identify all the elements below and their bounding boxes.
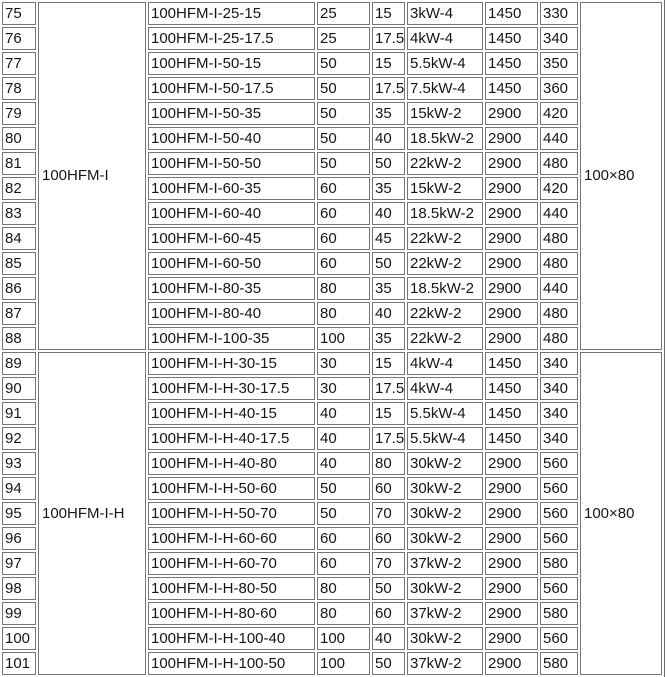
model-cell: 100HFM-I-50-50	[148, 152, 315, 175]
head-cell: 70	[372, 502, 405, 525]
weight-cell: 350	[540, 52, 578, 75]
head-cell: 35	[372, 102, 405, 125]
weight-cell: 340	[540, 402, 578, 425]
row-index-cell: 76	[2, 27, 36, 50]
weight-cell: 440	[540, 127, 578, 150]
power-cell: 18.5kW-2	[407, 277, 483, 300]
speed-cell: 2900	[485, 602, 538, 625]
model-cell: 100HFM-I-H-30-15	[148, 352, 315, 375]
flow-cell: 25	[317, 2, 370, 25]
speed-cell: 1450	[485, 377, 538, 400]
flow-cell: 40	[317, 427, 370, 450]
row-index-cell: 100	[2, 627, 36, 650]
head-cell: 50	[372, 577, 405, 600]
weight-cell: 560	[540, 477, 578, 500]
speed-cell: 2900	[485, 177, 538, 200]
weight-cell: 340	[540, 352, 578, 375]
head-cell: 60	[372, 477, 405, 500]
power-cell: 5.5kW-4	[407, 427, 483, 450]
power-cell: 15kW-2	[407, 102, 483, 125]
speed-cell: 2900	[485, 552, 538, 575]
row-index-cell: 101	[2, 652, 36, 675]
row-index-cell: 97	[2, 552, 36, 575]
model-cell: 100HFM-I-60-50	[148, 252, 315, 275]
weight-cell: 560	[540, 452, 578, 475]
speed-cell: 1450	[485, 352, 538, 375]
flow-cell: 50	[317, 77, 370, 100]
flow-cell: 50	[317, 477, 370, 500]
weight-cell: 330	[540, 2, 578, 25]
series-group-cell: 100HFM-I	[38, 2, 146, 350]
model-cell: 100HFM-I-H-80-60	[148, 602, 315, 625]
speed-cell: 2900	[485, 252, 538, 275]
power-cell: 5.5kW-4	[407, 52, 483, 75]
weight-cell: 340	[540, 27, 578, 50]
weight-cell: 580	[540, 552, 578, 575]
model-cell: 100HFM-I-50-35	[148, 102, 315, 125]
weight-cell: 420	[540, 177, 578, 200]
head-cell: 40	[372, 202, 405, 225]
weight-cell: 440	[540, 202, 578, 225]
weight-cell: 480	[540, 227, 578, 250]
table-row	[2, 2, 662, 25]
speed-cell: 1450	[485, 77, 538, 100]
flow-cell: 60	[317, 227, 370, 250]
speed-cell: 1450	[485, 427, 538, 450]
head-cell: 15	[372, 402, 405, 425]
power-cell: 7.5kW-4	[407, 77, 483, 100]
model-cell: 100HFM-I-60-35	[148, 177, 315, 200]
head-cell: 35	[372, 327, 405, 350]
speed-cell: 2900	[485, 477, 538, 500]
power-cell: 5.5kW-4	[407, 402, 483, 425]
speed-cell: 2900	[485, 327, 538, 350]
model-cell: 100HFM-I-80-35	[148, 277, 315, 300]
speed-cell: 1450	[485, 402, 538, 425]
row-index-cell: 83	[2, 202, 36, 225]
power-cell: 15kW-2	[407, 177, 483, 200]
head-cell: 17.5	[372, 377, 405, 400]
model-cell: 100HFM-I-H-100-40	[148, 627, 315, 650]
flow-cell: 100	[317, 627, 370, 650]
speed-cell: 2900	[485, 102, 538, 125]
power-cell: 30kW-2	[407, 627, 483, 650]
head-cell: 15	[372, 52, 405, 75]
power-cell: 37kW-2	[407, 552, 483, 575]
model-cell: 100HFM-I-80-40	[148, 302, 315, 325]
row-index-cell: 90	[2, 377, 36, 400]
flow-cell: 100	[317, 652, 370, 675]
head-cell: 35	[372, 277, 405, 300]
power-cell: 22kW-2	[407, 227, 483, 250]
head-cell: 40	[372, 302, 405, 325]
power-cell: 22kW-2	[407, 302, 483, 325]
weight-cell: 420	[540, 102, 578, 125]
head-cell: 70	[372, 552, 405, 575]
model-cell: 100HFM-I-60-45	[148, 227, 315, 250]
flow-cell: 40	[317, 402, 370, 425]
power-cell: 22kW-2	[407, 252, 483, 275]
model-cell: 100HFM-I-H-50-60	[148, 477, 315, 500]
table-body	[2, 2, 662, 675]
speed-cell: 2900	[485, 277, 538, 300]
flow-cell: 25	[317, 27, 370, 50]
weight-cell: 440	[540, 277, 578, 300]
table-row	[2, 352, 662, 375]
row-index-cell: 99	[2, 602, 36, 625]
flow-cell: 60	[317, 527, 370, 550]
power-cell: 4kW-4	[407, 377, 483, 400]
weight-cell: 580	[540, 602, 578, 625]
power-cell: 3kW-4	[407, 2, 483, 25]
power-cell: 37kW-2	[407, 652, 483, 675]
outlet-inlet-group-cell: 100×80	[580, 352, 662, 675]
flow-cell: 30	[317, 377, 370, 400]
model-cell: 100HFM-I-H-30-17.5	[148, 377, 315, 400]
row-index-cell: 93	[2, 452, 36, 475]
flow-cell: 50	[317, 102, 370, 125]
row-index-cell: 84	[2, 227, 36, 250]
model-cell: 100HFM-I-H-60-70	[148, 552, 315, 575]
model-cell: 100HFM-I-25-15	[148, 2, 315, 25]
row-index-cell: 85	[2, 252, 36, 275]
speed-cell: 1450	[485, 2, 538, 25]
weight-cell: 580	[540, 652, 578, 675]
row-index-cell: 87	[2, 302, 36, 325]
row-index-cell: 86	[2, 277, 36, 300]
row-index-cell: 81	[2, 152, 36, 175]
power-cell: 30kW-2	[407, 477, 483, 500]
speed-cell: 2900	[485, 152, 538, 175]
weight-cell: 560	[540, 627, 578, 650]
head-cell: 50	[372, 152, 405, 175]
weight-cell: 340	[540, 377, 578, 400]
speed-cell: 1450	[485, 27, 538, 50]
flow-cell: 60	[317, 552, 370, 575]
speed-cell: 2900	[485, 577, 538, 600]
head-cell: 50	[372, 652, 405, 675]
model-cell: 100HFM-I-H-50-70	[148, 502, 315, 525]
model-cell: 100HFM-I-100-35	[148, 327, 315, 350]
flow-cell: 40	[317, 452, 370, 475]
row-index-cell: 92	[2, 427, 36, 450]
power-cell: 37kW-2	[407, 602, 483, 625]
power-cell: 22kW-2	[407, 152, 483, 175]
model-cell: 100HFM-I-H-100-50	[148, 652, 315, 675]
flow-cell: 50	[317, 127, 370, 150]
power-cell: 30kW-2	[407, 502, 483, 525]
flow-cell: 100	[317, 327, 370, 350]
head-cell: 80	[372, 452, 405, 475]
model-cell: 100HFM-I-60-40	[148, 202, 315, 225]
row-index-cell: 78	[2, 77, 36, 100]
weight-cell: 560	[540, 527, 578, 550]
head-cell: 45	[372, 227, 405, 250]
speed-cell: 2900	[485, 502, 538, 525]
row-index-cell: 91	[2, 402, 36, 425]
model-cell: 100HFM-I-H-80-50	[148, 577, 315, 600]
head-cell: 17.5	[372, 27, 405, 50]
head-cell: 35	[372, 177, 405, 200]
outlet-inlet-group-cell: 100×80	[580, 2, 662, 350]
weight-cell: 560	[540, 502, 578, 525]
flow-cell: 50	[317, 152, 370, 175]
row-index-cell: 82	[2, 177, 36, 200]
model-cell: 100HFM-I-H-40-80	[148, 452, 315, 475]
head-cell: 60	[372, 527, 405, 550]
weight-cell: 480	[540, 327, 578, 350]
head-cell: 15	[372, 2, 405, 25]
head-cell: 50	[372, 252, 405, 275]
head-cell: 40	[372, 627, 405, 650]
power-cell: 22kW-2	[407, 327, 483, 350]
power-cell: 30kW-2	[407, 577, 483, 600]
power-cell: 30kW-2	[407, 452, 483, 475]
head-cell: 40	[372, 127, 405, 150]
row-index-cell: 98	[2, 577, 36, 600]
series-group-cell: 100HFM-I-H	[38, 352, 146, 675]
power-cell: 18.5kW-2	[407, 127, 483, 150]
row-index-cell: 80	[2, 127, 36, 150]
weight-cell: 480	[540, 152, 578, 175]
model-cell: 100HFM-I-50-17.5	[148, 77, 315, 100]
row-index-cell: 94	[2, 477, 36, 500]
power-cell: 4kW-4	[407, 352, 483, 375]
model-cell: 100HFM-I-H-40-15	[148, 402, 315, 425]
speed-cell: 2900	[485, 127, 538, 150]
weight-cell: 360	[540, 77, 578, 100]
model-cell: 100HFM-I-H-40-17.5	[148, 427, 315, 450]
speed-cell: 2900	[485, 452, 538, 475]
model-cell: 100HFM-I-50-15	[148, 52, 315, 75]
flow-cell: 60	[317, 202, 370, 225]
power-cell: 4kW-4	[407, 27, 483, 50]
head-cell: 15	[372, 352, 405, 375]
flow-cell: 60	[317, 252, 370, 275]
row-index-cell: 75	[2, 2, 36, 25]
speed-cell: 2900	[485, 652, 538, 675]
flow-cell: 80	[317, 602, 370, 625]
flow-cell: 50	[317, 502, 370, 525]
row-index-cell: 95	[2, 502, 36, 525]
flow-cell: 50	[317, 52, 370, 75]
row-index-cell: 77	[2, 52, 36, 75]
power-cell: 30kW-2	[407, 527, 483, 550]
speed-cell: 2900	[485, 527, 538, 550]
weight-cell: 480	[540, 252, 578, 275]
head-cell: 17.5	[372, 77, 405, 100]
speed-cell: 2900	[485, 227, 538, 250]
row-index-cell: 89	[2, 352, 36, 375]
row-index-cell: 96	[2, 527, 36, 550]
row-index-cell: 79	[2, 102, 36, 125]
flow-cell: 80	[317, 577, 370, 600]
flow-cell: 80	[317, 277, 370, 300]
head-cell: 60	[372, 602, 405, 625]
flow-cell: 60	[317, 177, 370, 200]
speed-cell: 2900	[485, 302, 538, 325]
weight-cell: 560	[540, 577, 578, 600]
speed-cell: 2900	[485, 627, 538, 650]
speed-cell: 1450	[485, 52, 538, 75]
flow-cell: 30	[317, 352, 370, 375]
head-cell: 17.5	[372, 427, 405, 450]
model-cell: 100HFM-I-50-40	[148, 127, 315, 150]
row-index-cell: 88	[2, 327, 36, 350]
weight-cell: 340	[540, 427, 578, 450]
model-cell: 100HFM-I-25-17.5	[148, 27, 315, 50]
model-cell: 100HFM-I-H-60-60	[148, 527, 315, 550]
weight-cell: 480	[540, 302, 578, 325]
speed-cell: 2900	[485, 202, 538, 225]
power-cell: 18.5kW-2	[407, 202, 483, 225]
flow-cell: 80	[317, 302, 370, 325]
